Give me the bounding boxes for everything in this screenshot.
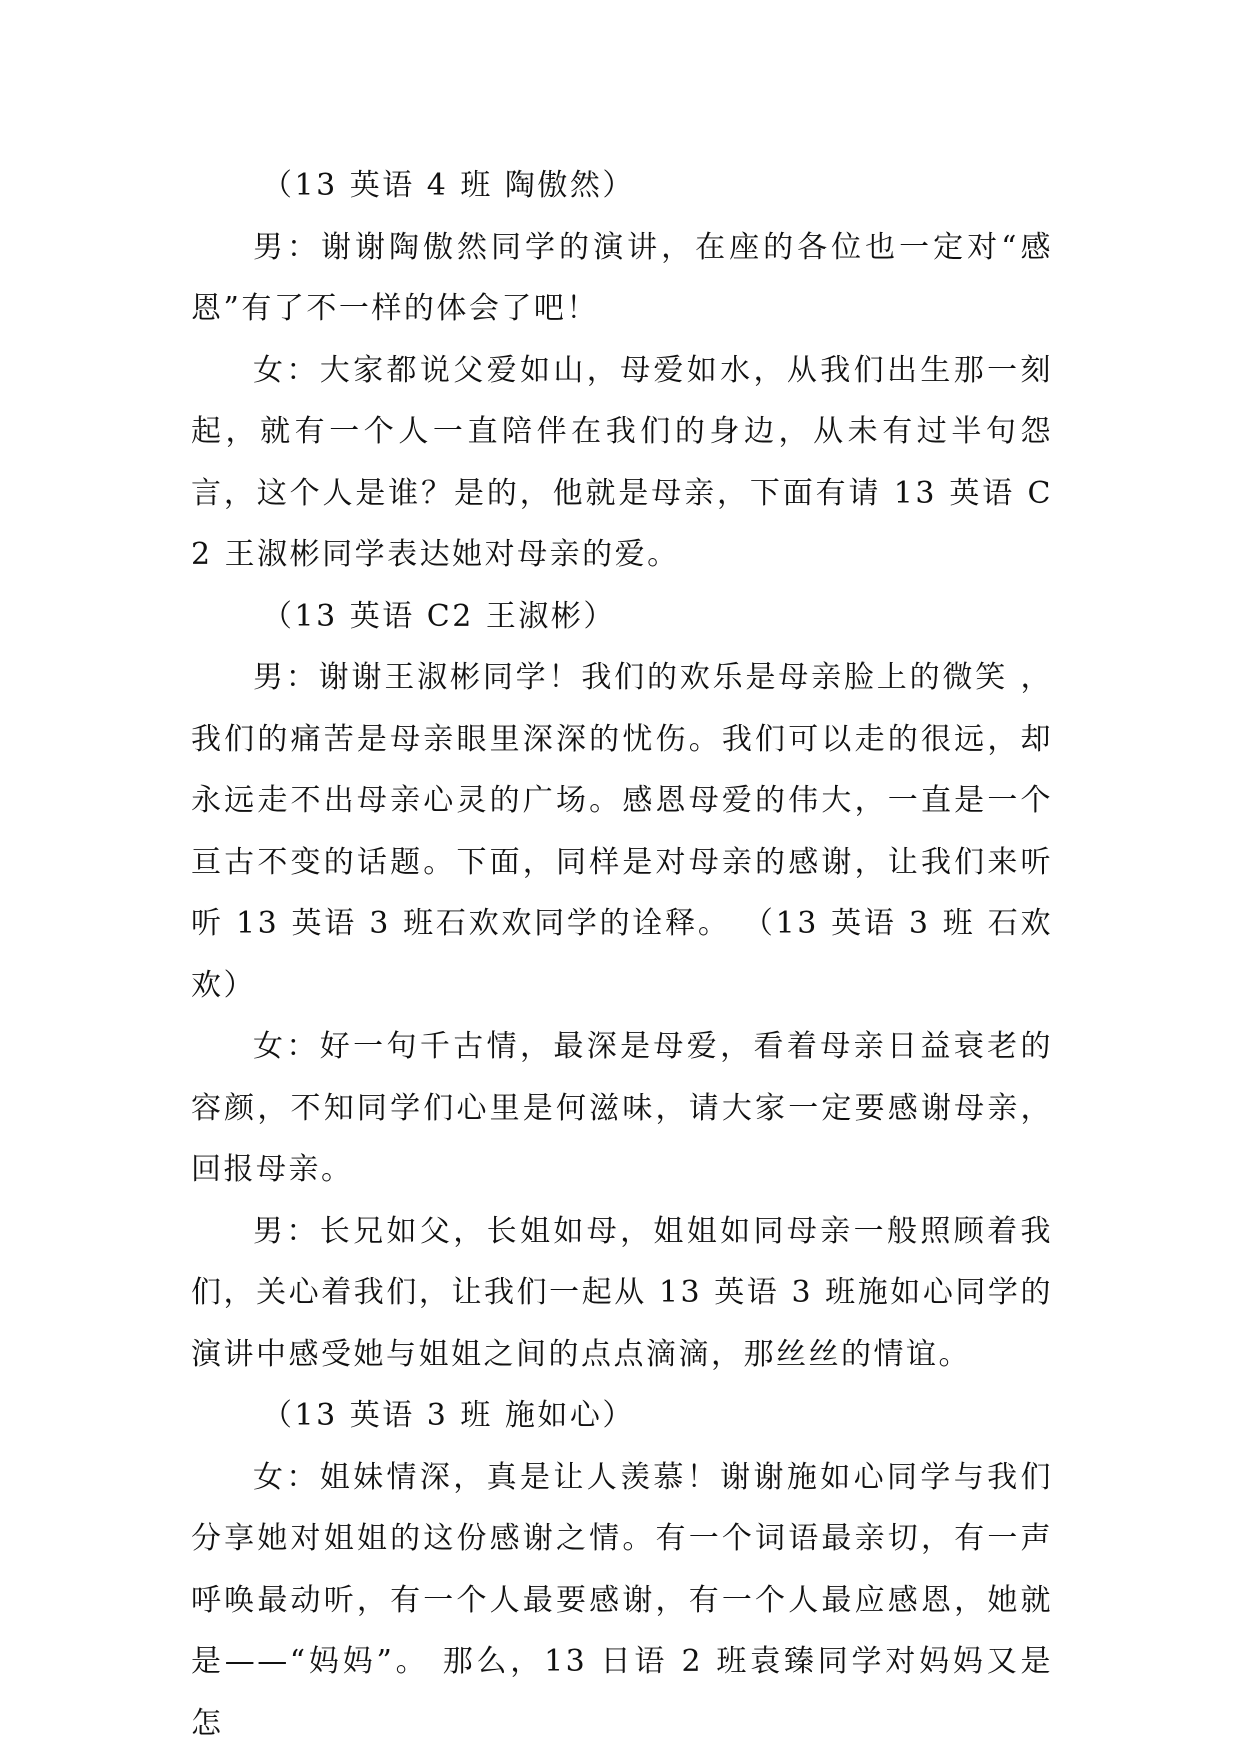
paragraph-6: 女：姐妹情深，真是让人羡慕！谢谢施如心同学与我们分享她对姐姐的这份感谢之情。有一个词语最亲切，有一声呼唤最动听，有一个人最要感谢，有一个人最应感恩，她就是——“妈妈”。 那么，13 日语 2 班袁臻同学对妈妈又是怎 <box>191 1459 1053 1741</box>
paragraph-4: 女：好一句千古情，最深是母爱，看着母亲日益衰老的容颜，不知同学们心里是何滋味，请大家一定要感谢母亲，回报母亲。 <box>191 1029 1053 1187</box>
paragraph-2: 女：大家都说父爱如山，母爱如水，从我们出生那一刻起，就有一个人一直陪伴在我们的身边，从未有过半句怨言，这个人是谁？是的，他就是母亲，下面有请 13 英语 C2 王淑彬同学表达她对母亲的爱。 <box>191 352 1053 572</box>
paragraph-1: 男：谢谢陶傲然同学的演讲，在座的各位也一定对“感恩”有了不一样的体会了吧！ <box>191 229 1053 326</box>
document-body <box>191 155 1053 1754</box>
speaker-note-2: （13 英语 C2 王淑彬） <box>262 598 616 634</box>
paragraph-5: 男：长兄如父，长姐如母，姐姐如同母亲一般照顾着我们，关心着我们，让我们一起从 13 英语 3 班施如心同学的演讲中感受她与姐姐之间的点点滴滴，那丝丝的情谊。 <box>191 1213 1053 1372</box>
speaker-note-3: （13 英语 3 班 施如心） <box>262 1398 635 1433</box>
speaker-note-1: （13 英语 4 班 陶傲然） <box>262 168 635 203</box>
paragraph-3: 男：谢谢王淑彬同学！我们的欢乐是母亲脸上的微笑 ，我们的痛苦是母亲眼里深深的忧伤。我们可以走的很远，却永远走不出母亲心灵的广场。感恩母爱的伟大，一直是一个亘古不变的话题。下面，同样是对母亲的感谢，让我们来听听 13 英语 3 班石欢欢同学的诠释。 （13 英语 3 班 石欢欢） <box>191 660 1053 1003</box>
